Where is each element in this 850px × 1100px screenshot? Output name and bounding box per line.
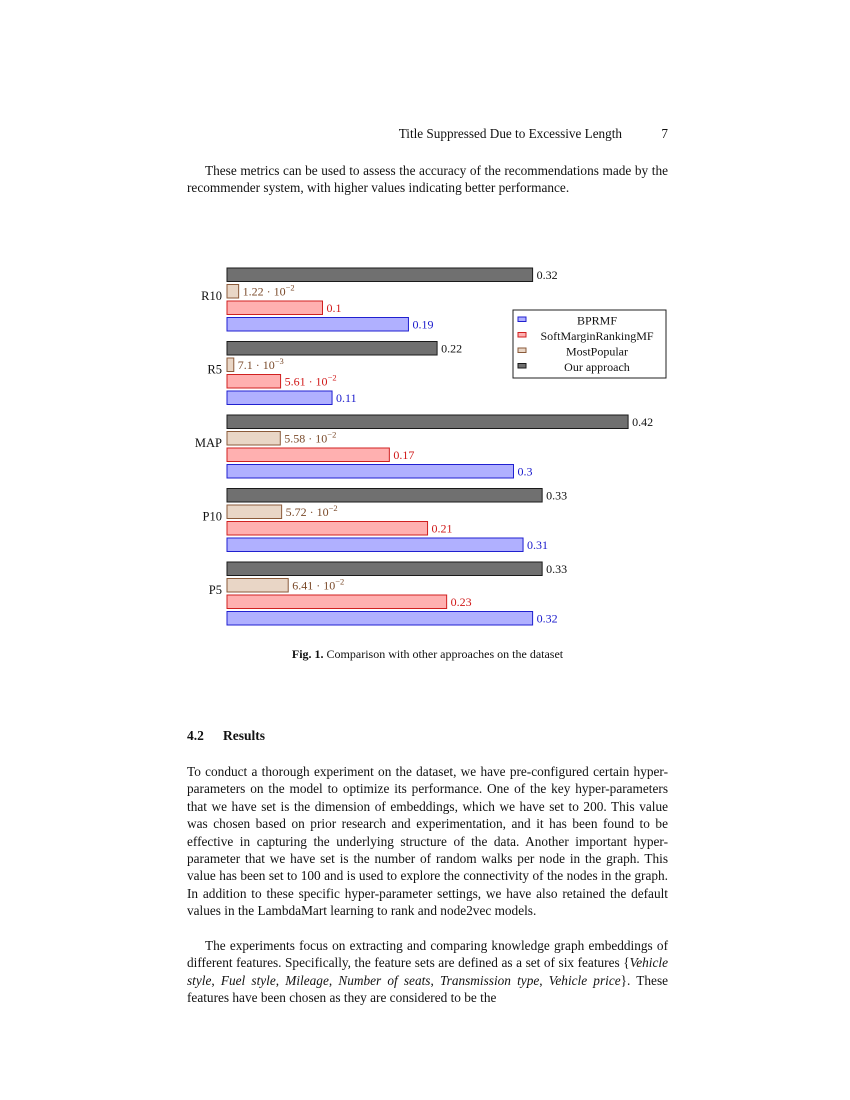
feature-separator: , [328,972,339,988]
experiments-text-before: The experiments focus on extracting and comparing knowledge graph embeddings of different features. Specifically, the feature sets are defined as a set of six features { [187,938,668,971]
results-paragraph [187,763,668,920]
bar-p5-our-approach [227,562,542,576]
bar-r5-mostpopular [227,358,234,372]
legend-entry: MostPopular [565,344,629,359]
data-label: 0.42 [632,415,654,429]
bar-r5-our-approach [227,342,437,356]
data-label: $5.58 \cdot 10^{-2}$ [284,429,337,446]
data-label: 0.32 [536,268,558,282]
data-label: $5.72 \cdot 10^{-2}$ [285,503,338,519]
legend-entry: BPRMF [576,313,618,328]
page-number: 7 [661,126,668,141]
data-label: 0.11 [336,391,357,405]
data-label: 0.3 [517,464,533,479]
feature-separator: , [275,972,286,988]
bar-p10-mostpopular [227,505,282,519]
data-label: 0.1 [326,301,342,315]
intro-paragraph-text: These metrics can be used to assess the accuracy of the recommendations made by the recommender system, with higher values indicating better performance. [187,163,668,196]
bar-r5-softmarginrankingmf [227,375,281,389]
legend-swatch [518,317,526,322]
experiments-text-after: }. These features have been chosen as they are considered to be the [187,972,669,1006]
feature-item: Vehicle price [548,972,621,988]
feature-separator: , [430,972,440,988]
figure-caption-text: Comparison with other approaches on the dataset [326,647,564,661]
category-label: MAP [194,436,222,450]
data-label: 0.17 [393,448,415,462]
feature-item: Transmission type [439,972,540,988]
feature-item: Vehicle style [187,955,668,988]
bar-r10-softmarginrankingmf [227,301,323,315]
bar-p5-softmarginrankingmf [227,595,447,609]
feature-separator: , [539,972,549,988]
data-label: $7.1 \cdot 10^{-3}$ [237,356,284,372]
data-label: 0.22 [441,341,463,356]
bar-r10-mostpopular [227,285,239,299]
running-title: Title Suppressed Due to Excessive Length [398,126,622,141]
figure-caption [187,646,668,662]
bar-map-bprmf [227,465,514,479]
feature-item: Fuel style [220,972,276,988]
data-label: 0.19 [412,317,434,332]
bar-map-softmarginrankingmf [227,448,389,462]
bar-p10-our-approach [227,489,542,503]
bar-map-our-approach [227,415,628,429]
section-title: Results [223,728,266,743]
bar-p10-softmarginrankingmf [227,522,428,536]
figure-label: Fig. 1. [291,647,324,661]
legend-swatch [518,364,526,369]
category-label: P5 [208,583,222,597]
data-label: 0.33 [546,562,568,576]
bar-r10-our-approach [227,268,533,282]
legend-entry: SoftMarginRankingMF [540,329,654,343]
data-label: $1.22 \cdot 10^{-2}$ [242,282,295,299]
legend-entry: Our approach [564,360,630,374]
feature-separator: , [211,972,221,988]
legend [513,310,666,378]
section-number: 4.2 [187,728,204,743]
data-label: 0.33 [546,488,568,503]
bar-r5-bprmf [227,391,332,405]
bar-p5-mostpopular [227,579,288,593]
experiments-paragraph [187,937,668,1007]
bar-p10-bprmf [227,538,523,552]
data-label: 0.32 [536,611,558,626]
category-label: P10 [202,509,222,524]
category-labels-layer [195,289,222,597]
data-label: 0.31 [527,538,549,552]
feature-item: Mileage [285,972,329,988]
data-label: 0.23 [450,595,472,609]
category-label: R5 [207,362,222,377]
feature-item: Number of seats [338,972,431,988]
category-label: R10 [201,289,222,303]
data-label: 0.21 [431,521,453,536]
legend-swatch [518,348,526,353]
section-heading [187,728,265,744]
bar-map-mostpopular [227,432,280,446]
bar-p5-bprmf [227,612,533,626]
legend-swatch [518,333,526,338]
bar-r10-bprmf [227,318,408,332]
data-label: $6.41 \cdot 10^{-2}$ [292,576,345,593]
results-paragraph-text: To conduct a thorough experiment on the dataset, we have pre-configured certain hyper-parameters on the model to optimize its performance. One of the key hyper-parameters that we have set is the dimension of embeddings, which we have set to 200. This value was chosen based on prior research and experimentation, and it has been found to be effective in capturing the underlying structure of the data. Another important hyper-parameter that we have set is the number of random walks per node in the graph. This value has been set to 100 and is used to explore the connectivity of the nodes in the graph. In addition to these specific hyper-parameter settings, we have also retained the default values in the LambdaMart learning to rank and node2vec models. [187,764,668,919]
data-label: $5.61 \cdot 10^{-2}$ [284,372,337,389]
